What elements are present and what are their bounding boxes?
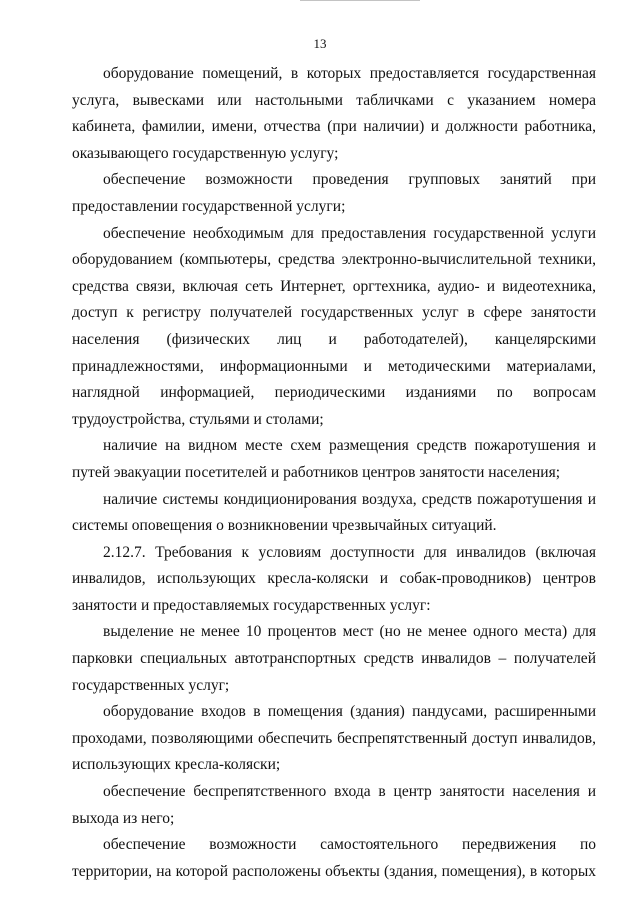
paragraph-ramps: оборудование входов в помещения (здания) пандусами, расширенными проходами, позволяющими обеспечить беспрепятственный доступ инвалидов, использующих кресла-коляски; xyxy=(72,703,596,774)
paragraph-independent-movement: обеспечение возможности самостоятельного передвижения по территории, на которой расположены объекты (здания, помещения), в которых xyxy=(72,836,596,880)
page-number: 13 xyxy=(313,36,327,51)
scan-edge-line xyxy=(300,0,420,1)
paragraph-unobstructed-entry: обеспечение беспрепятственного входа в центр занятости населения и выхода из него; xyxy=(72,783,596,827)
paragraph-conditioning-systems: наличие системы кондиционирования воздуха, средств пожаротушения и системы оповещения о возникновении чрезвычайных ситуаций. xyxy=(72,490,596,535)
paragraph-fire-evacuation-schemes: наличие на видном месте схем размещения средств пожаротушения и путей эвакуации посетителей и работников центров занятости населения; xyxy=(72,437,596,481)
paragraph-room-equipment: оборудование помещений, в которых предоставляется государственная услуга, вывесками или настольными табличками с указанием номера кабинета, фамилии, имени, отчества (при наличии) и должности работника, оказывающего государственную услугу; xyxy=(72,65,596,162)
document-body xyxy=(72,61,596,885)
paragraph-group-sessions: обеспечение возможности проведения групповых занятий при предоставлении государственной услуги; xyxy=(72,171,596,215)
paragraph-accessibility-requirements: 2.12.7. Требования к условиям доступности для инвалидов (включая инвалидов, использующих кресла-коляски и собак-проводников) центров занятости и предоставляемых государственных услуг: xyxy=(72,543,596,614)
paragraph-equipment-provision: обеспечение необходимым для предоставления государственной услуги оборудованием (компьютеры, средства электронно-вычислительной техники, средства связи, включая сеть Интернет, оргтехника, аудио- и видеотехника, доступ к регистру получателей государственных услуг в сфере занятости населения (физических лиц и работодателей), канцелярскими принадлежностями, информационными и методическими материалами, наглядной информацией, периодическими изданиями по вопросам трудоустройства, стульями и столами; xyxy=(72,224,596,428)
paragraph-parking-spaces: выделение не менее 10 процентов мест (но не менее одного места) для парковки специальных автотранспортных средств инвалидов – получателей государственных услуг; xyxy=(72,623,596,694)
